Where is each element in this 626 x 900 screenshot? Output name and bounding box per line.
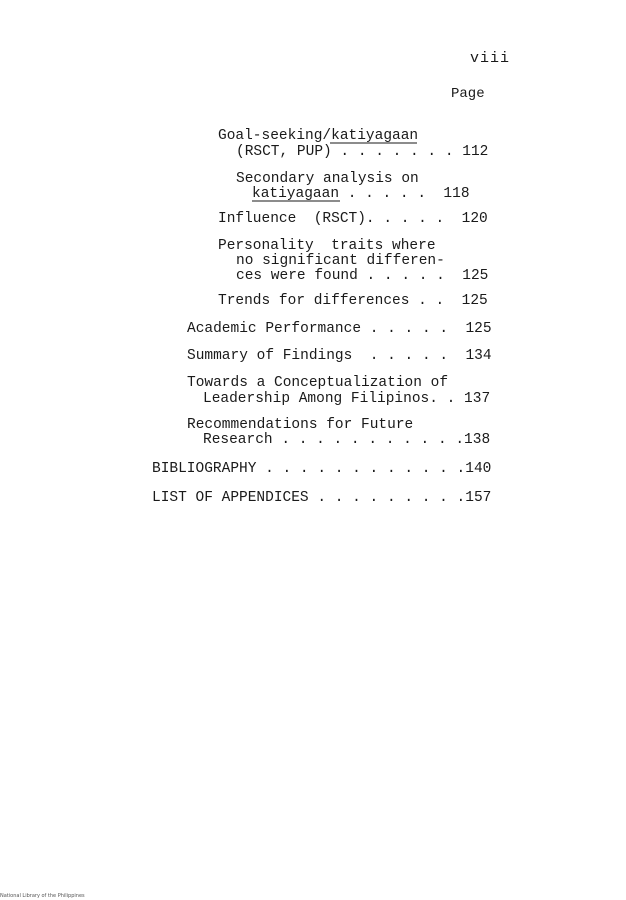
toc-entry-personality-line2: no significant differen- xyxy=(236,253,445,269)
toc-entry-academic: Academic Performance . . . . . 125 xyxy=(187,321,492,337)
toc-entry-trends: Trends for differences . . 125 xyxy=(218,293,488,309)
toc-entry-secondary-page: katiyagaan . . . . . 118 xyxy=(252,186,470,202)
toc-entry-goal-seeking-title: Goal-seeking/katiyagaan xyxy=(218,128,419,144)
page-column-label: Page xyxy=(451,86,485,102)
toc-entry-influence: Influence (RSCT). . . . . 120 xyxy=(218,211,488,227)
toc-entry-appendices: LIST OF APPENDICES . . . . . . . . .157 xyxy=(152,490,492,506)
toc-entry-personality-title: Personality traits where xyxy=(218,238,436,254)
toc-entry-goal-seeking-page: (RSCT, PUP) . . . . . . . 112 xyxy=(236,144,489,160)
toc-entry-towards-title: Towards a Conceptualization of xyxy=(187,375,449,391)
toc-entry-personality-page: ces were found . . . . . 125 xyxy=(236,268,489,284)
toc-entry-summary: Summary of Findings . . . . . 134 xyxy=(187,348,492,364)
toc-entry-towards-page: Leadership Among Filipinos. . 137 xyxy=(203,391,491,407)
toc-entry-bibliography: BIBLIOGRAPHY . . . . . . . . . . . .140 xyxy=(152,461,492,477)
toc-entry-secondary-title: Secondary analysis on xyxy=(236,171,419,187)
page-number: viii xyxy=(470,50,511,67)
toc-entry-recommendations-page: Research . . . . . . . . . . .138 xyxy=(203,432,491,448)
toc-entry-recommendations-title: Recommendations for Future xyxy=(187,417,414,433)
footer-source: National Library of the Philippines xyxy=(0,893,85,899)
